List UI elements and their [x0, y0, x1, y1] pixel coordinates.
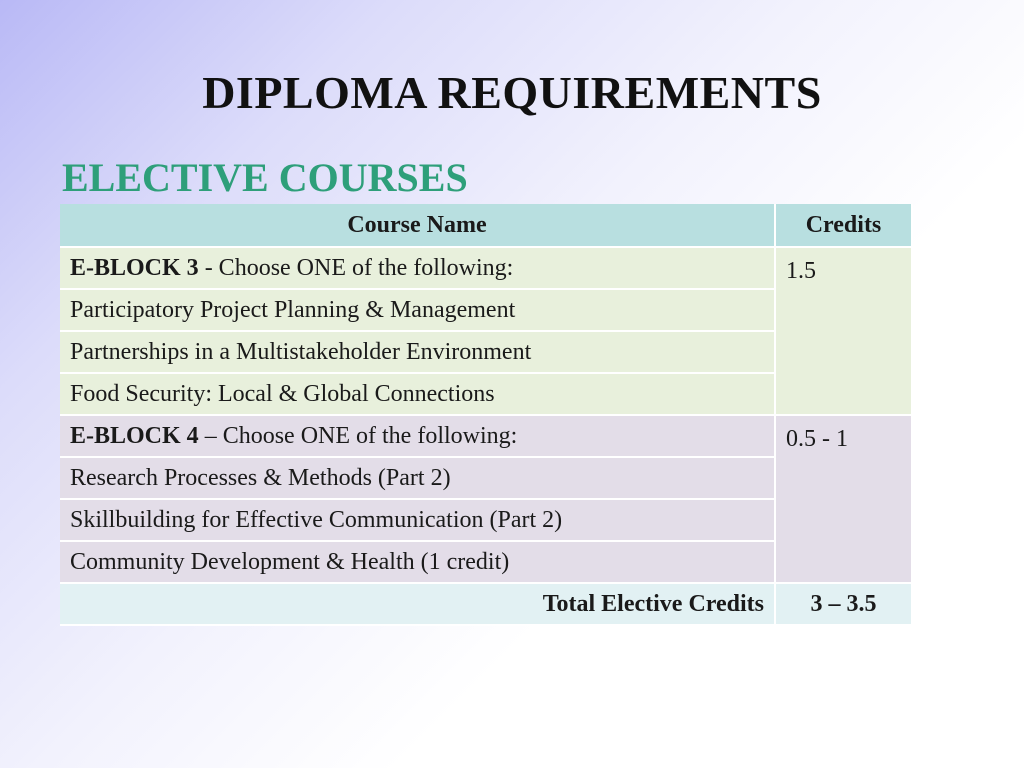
eblock4-label	[60, 416, 776, 458]
course-cell: Partnerships in a Multistakeholder Environment	[60, 332, 776, 374]
course-cell: Skillbuilding for Effective Communication (Part 2)	[60, 500, 776, 542]
header-credits: Credits	[776, 204, 913, 248]
table-row-eblock4	[60, 416, 913, 458]
header-course-name: Course Name	[60, 204, 776, 248]
course-cell: Food Security: Local & Global Connections	[60, 374, 776, 416]
eblock4-label-bold: E-BLOCK 4	[70, 422, 199, 449]
course-cell: Research Processes & Methods (Part 2)	[60, 458, 776, 500]
total-label: Total Elective Credits	[60, 584, 776, 626]
total-row	[60, 584, 913, 626]
total-value: 3 – 3.5	[776, 584, 913, 626]
eblock3-credits: 1.5	[776, 248, 913, 416]
slide-title: DIPLOMA REQUIREMENTS	[202, 67, 822, 118]
eblock3-label-rest: - Choose ONE of the following:	[198, 254, 514, 281]
course-cell: Community Development & Health (1 credit)	[60, 542, 776, 584]
eblock3-label-bold: E-BLOCK 3	[70, 254, 199, 281]
table-row-eblock3	[60, 248, 913, 290]
eblock4-credits: 0.5 - 1	[776, 416, 913, 584]
eblock4-label-rest: – Choose ONE of the following:	[198, 422, 518, 449]
section-heading: ELECTIVE COURSES	[62, 155, 468, 200]
elective-courses-table	[60, 204, 913, 626]
eblock3-label	[60, 248, 776, 290]
table-header-row	[60, 204, 913, 248]
course-cell: Participatory Project Planning & Management	[60, 290, 776, 332]
